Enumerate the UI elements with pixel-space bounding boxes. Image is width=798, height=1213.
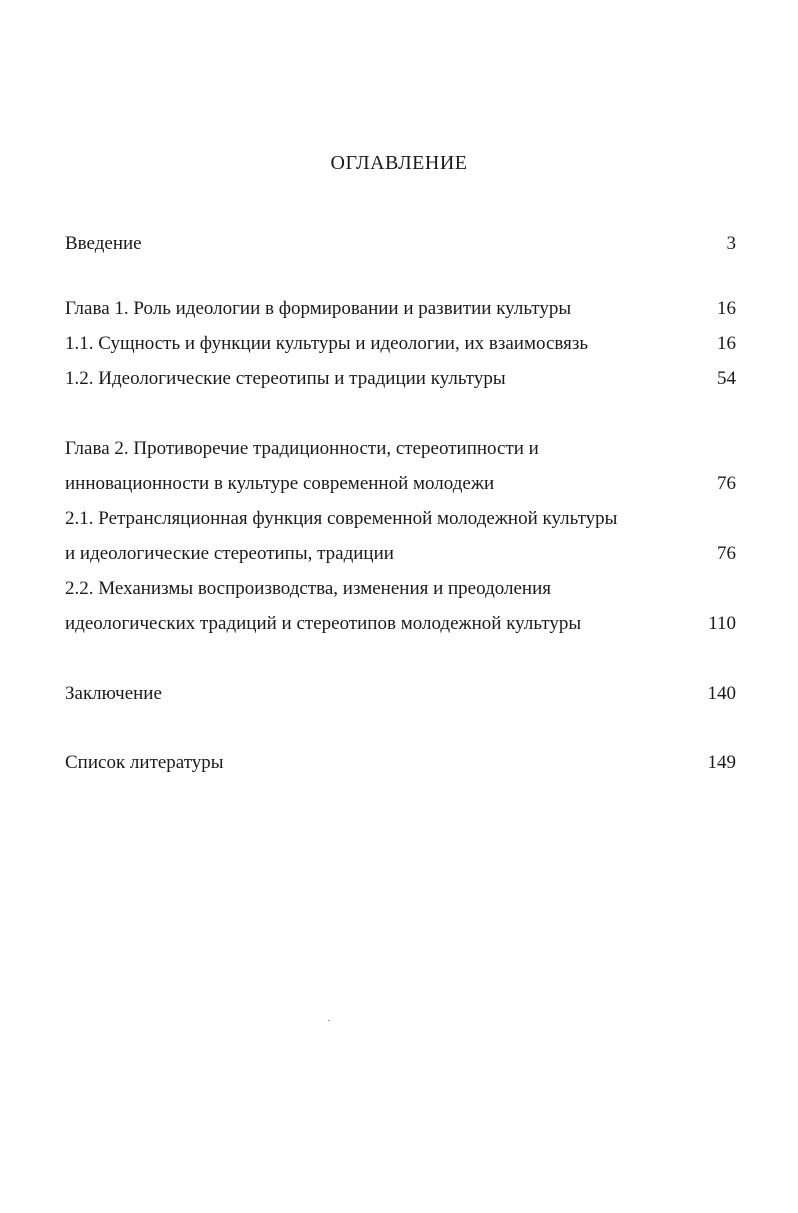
toc-entry-section-1-1: 1.1. Сущность и функции культуры и идеологии, их взаимосвязь	[65, 333, 589, 354]
toc-entry-introduction: Введение	[65, 233, 142, 254]
toc-entry-bibliography: Список литературы	[65, 752, 224, 773]
toc-entry-conclusion: Заключение	[65, 683, 162, 704]
toc-entry-section-2-1-line-2: и идеологические стереотипы, традиции	[65, 543, 394, 564]
toc-page-number: 149	[707, 752, 736, 773]
toc-entry-chapter-2-line-1: Глава 2. Противоречие традиционности, стереотипности и	[65, 438, 539, 459]
toc-entry-chapter-2-line-2: инновационности в культуре современной молодежи	[65, 473, 495, 494]
toc-entry-section-2-1-line-1: 2.1. Ретрансляционная функция современной молодежной культуры	[65, 508, 618, 529]
toc-page-number: 140	[707, 683, 736, 704]
toc-page-number: 16	[717, 298, 736, 319]
scan-speck	[328, 1020, 330, 1021]
toc-page-number: 16	[717, 333, 736, 354]
toc-entry-section-1-2: 1.2. Идеологические стереотипы и традиции культуры	[65, 368, 506, 389]
toc-page-number: 76	[717, 473, 736, 494]
toc-entry-section-2-2-line-1: 2.2. Механизмы воспроизводства, изменения и преодоления	[65, 578, 551, 599]
toc-entry-section-2-2-line-2: идеологических традиций и стереотипов молодежной культуры	[65, 613, 582, 634]
toc-entry-chapter-1: Глава 1. Роль идеологии в формировании и развитии культуры	[65, 298, 572, 319]
toc-page-number: 3	[726, 233, 736, 254]
toc-page-number: 110	[708, 613, 736, 634]
toc-page-number: 54	[717, 368, 736, 389]
page-title: ОГЛАВЛЕНИЕ	[330, 152, 468, 174]
toc-page-number: 76	[717, 543, 736, 564]
